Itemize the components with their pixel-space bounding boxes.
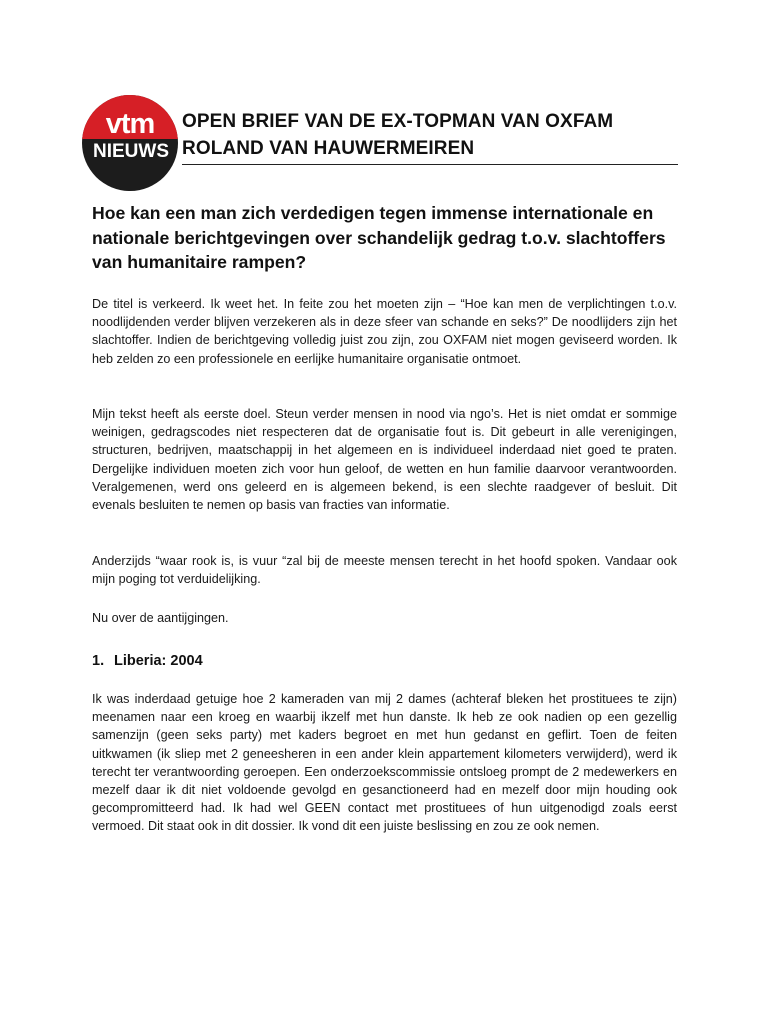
vtm-nieuws-logo-graphic (82, 95, 178, 191)
main-heading: Hoe kan een man zich verdedigen tegen immense internationale en nationale berichtgevingen over schandelijk gedrag t.o.v. slachtoffers van humanitaire rampen? (92, 203, 666, 272)
paragraph-intro: De titel is verkeerd. Ik weet het. In feite zou het moeten zijn – “Hoe kan men de verplichtingen t.o.v. noodlijdenden verder blijven verzekeren als in deze sfeer van schande en seks?” De noodlijders zijn het slachtoffer. Indien de berichtgeving volledig juist zou zijn, zou OXFAM niet mogen geviseerd worden. Ik heb zelden zo een professionele en eerlijke humanitaire organisatie ontmoet. (92, 297, 677, 366)
section-number: 1. (92, 653, 105, 669)
vtm-nieuws-logo (82, 95, 178, 191)
logo-bottom-text: NIEUWS (93, 141, 169, 162)
document-title (182, 108, 678, 165)
section-heading-liberia (92, 651, 203, 671)
section-title: Liberia: 2004 (114, 653, 203, 669)
paragraph-liberia: Ik was inderdaad getuige hoe 2 kameraden van mij 2 dames (achteraf bleken het prostituees te zijn) meenamen naar een kroeg en waarbij ikzelf met hun danste. Ik heb ze ook nadien op een gezellig samenzijn (geen seks party) met kaders begroet en met hun gedanst en geflirt. Toen de feiten uitkwamen (ik sliep met 2 geneesheren in een ander klein appartement kilometers verwijderd), werd ik terecht ter verantwoording geroepen. Een onderzoekscommissie ontsloeg prompt de 2 medewerkers en mezelf daar ik dit niet voldoende gevolgd en gesanctioneerd had en mezelf door mijn houding ook gecompromitteerd had. Ik had wel GEEN contact met prostituees of hun uitgenodigd zoals eerst vermoed. Dit staat ook in dit dossier. Ik vond dit een juiste beslissing en zou ze ook nemen. (92, 692, 677, 834)
paragraph-purpose: Mijn tekst heeft als eerste doel. Steun verder mensen in nood via ngo’s. Het is niet omdat er sommige weinigen, gedragscodes niet respecteren dat de organisatie fout is. Dit gebeurt in alle verenigingen, structuren, bedrijven, maatschappij in het algemeen en is individueel inderdaad niet goed te praten. Dergelijke individuen moeten zich voor hun geloof, de wetten en hun familie daarvoor verantwoorden. Veralgemenen, werd ons geleerd en is algemeen bekend, is een slechte raadgever of besluit. Dit evenals besluiten te nemen op basis van fracties van informatie. (92, 407, 677, 513)
paragraph-allegations-intro: Nu over de aantijgingen. (92, 611, 229, 625)
logo-top-text: vtm (105, 108, 155, 140)
title-line-1: OPEN BRIEF VAN DE EX-TOPMAN VAN OXFAM (182, 111, 614, 132)
title-line-2: ROLAND VAN HAUWERMEIREN (182, 138, 475, 159)
paragraph-smoke-fire: Anderzijds “waar rook is, is vuur “zal bij de meeste mensen terecht in het hoofd spoken. Vandaar ook mijn poging tot verduidelijking. (92, 554, 677, 587)
